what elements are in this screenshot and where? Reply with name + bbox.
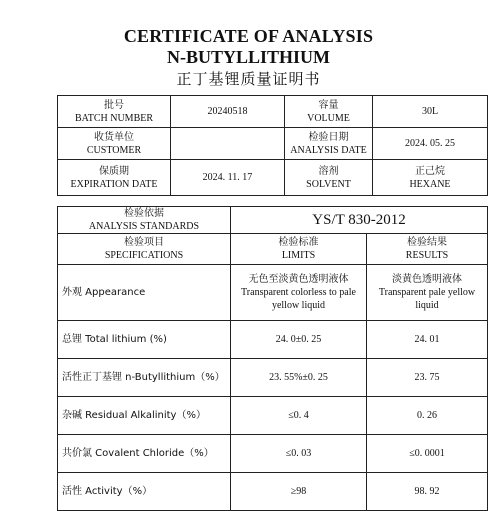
table-row xyxy=(58,359,488,397)
certificate-title: CERTIFICATE OF ANALYSIS xyxy=(123,26,374,46)
specifications-table xyxy=(57,206,488,511)
analysis-date-label: 检验日期 ANALYSIS DATE xyxy=(285,128,373,160)
spec-item: 共价氯 Covalent Chloride（%） xyxy=(58,435,231,473)
volume-label: 容量 VOLUME xyxy=(285,96,373,128)
spec-item: 活性正丁基锂 n-Butyllithium（%） xyxy=(58,359,231,397)
document-title-block xyxy=(0,26,497,90)
spec-result: 淡黄色透明液体 Transparent pale yellow liquid xyxy=(367,265,488,321)
spec-limit: 24. 0±0. 25 xyxy=(231,321,367,359)
spec-limit: ≤0. 03 xyxy=(231,435,367,473)
table-row xyxy=(58,435,488,473)
results-header: 检验结果 RESULTS xyxy=(367,234,488,265)
solvent-label: 溶剂 SOLVENT xyxy=(285,160,373,196)
limits-header: 检验标准 LIMITS xyxy=(231,234,367,265)
spec-limit: ≤0. 4 xyxy=(231,397,367,435)
customer-label: 收货单位 CUSTOMER xyxy=(58,128,171,160)
spec-result: 24. 01 xyxy=(367,321,488,359)
analysis-standards-value: YS/T 830-2012 xyxy=(231,207,488,234)
table-row xyxy=(58,321,488,359)
spec-limit: 无色至淡黄色透明液体 Transparent colorless to pale yellow liquid xyxy=(231,265,367,321)
table-row xyxy=(58,265,488,321)
spec-item: 外观 Appearance xyxy=(58,265,231,321)
volume-value: 30L xyxy=(373,96,488,128)
certificate-title-zh: 正丁基锂质量证明书 xyxy=(176,70,321,88)
spec-item: 活性 Activity（%） xyxy=(58,473,231,511)
analysis-date-value: 2024. 05. 25 xyxy=(373,128,488,160)
spec-item: 总锂 Total lithium (%) xyxy=(58,321,231,359)
spec-item: 杂碱 Residual Alkalinity（%） xyxy=(58,397,231,435)
customer-value xyxy=(171,128,285,160)
specifications-header: 检验项目 SPECIFICATIONS xyxy=(58,234,231,265)
expiration-date-label: 保质期 EXPIRATION DATE xyxy=(58,160,171,196)
table-row xyxy=(58,397,488,435)
spec-result: 98. 92 xyxy=(367,473,488,511)
spec-result: ≤0. 0001 xyxy=(367,435,488,473)
spec-result: 23. 75 xyxy=(367,359,488,397)
spec-limit: ≥98 xyxy=(231,473,367,511)
product-title: N-BUTYLLITHIUM xyxy=(166,47,331,67)
solvent-value: 正己烷 HEXANE xyxy=(373,160,488,196)
expiration-date-value: 2024. 11. 17 xyxy=(171,160,285,196)
batch-number-value: 20240518 xyxy=(171,96,285,128)
spec-result: 0. 26 xyxy=(367,397,488,435)
batch-info-table xyxy=(57,95,488,196)
analysis-standards-label: 检验依据 ANALYSIS STANDARDS xyxy=(58,207,231,234)
batch-number-label: 批号 BATCH NUMBER xyxy=(58,96,171,128)
spec-limit: 23. 55%±0. 25 xyxy=(231,359,367,397)
table-row xyxy=(58,473,488,511)
